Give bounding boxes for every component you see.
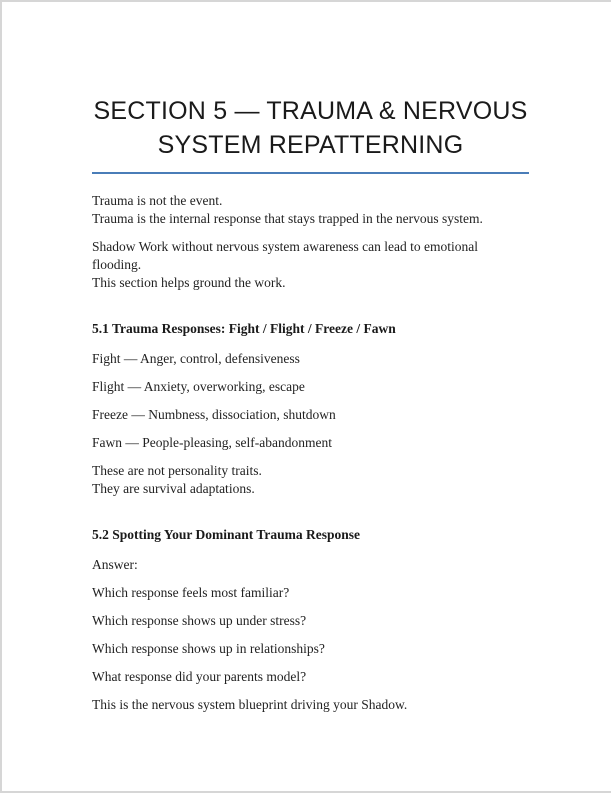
question-1 bbox=[92, 584, 529, 602]
question-1-text: Which response feels most familiar? bbox=[92, 585, 290, 600]
trauma-response-fawn bbox=[92, 434, 529, 452]
fawn-line: Fawn — People-pleasing, self-abandonment bbox=[92, 435, 332, 450]
answer-label-text: Answer: bbox=[92, 557, 138, 572]
question-3-text: Which response shows up in relationships? bbox=[92, 641, 325, 656]
section-5-1-heading: 5.1 Trauma Responses: Fight / Flight / Freeze / Fawn bbox=[92, 321, 396, 336]
fight-line: Fight — Anger, control, defensiveness bbox=[92, 351, 300, 366]
question-4-text: What response did your parents model? bbox=[92, 669, 307, 684]
intro-p2-line-1: Shadow Work without nervous system awareness can lead to emotional bbox=[92, 239, 478, 254]
closing-statement bbox=[92, 696, 529, 714]
question-2-text: Which response shows up under stress? bbox=[92, 613, 307, 628]
page-content bbox=[92, 2, 529, 714]
note-line-2: They are survival adaptations. bbox=[92, 481, 255, 496]
intro-p1-line-1: Trauma is not the event. bbox=[92, 193, 223, 208]
trauma-response-freeze bbox=[92, 406, 529, 424]
answer-label bbox=[92, 556, 529, 574]
intro-p2-line-3: This section helps ground the work. bbox=[92, 275, 286, 290]
intro-paragraph-2 bbox=[92, 238, 529, 292]
title-line-2: SYSTEM REPATTERNING bbox=[157, 131, 464, 159]
closing-statement-text: This is the nervous system blueprint driving your Shadow. bbox=[92, 697, 408, 712]
intro-paragraph-1 bbox=[92, 192, 529, 228]
question-3 bbox=[92, 640, 529, 658]
trauma-response-flight bbox=[92, 378, 529, 396]
note-line-1: These are not personality traits. bbox=[92, 463, 262, 478]
trauma-response-fight bbox=[92, 350, 529, 368]
flight-line: Flight — Anxiety, overworking, escape bbox=[92, 379, 305, 394]
question-2 bbox=[92, 612, 529, 630]
title-divider-line bbox=[92, 172, 529, 174]
question-4 bbox=[92, 668, 529, 686]
freeze-line: Freeze — Numbness, dissociation, shutdown bbox=[92, 407, 336, 422]
title-line-1: SECTION 5 — TRAUMA & NERVOUS bbox=[93, 97, 528, 125]
intro-p1-line-2: Trauma is the internal response that stays trapped in the nervous system. bbox=[92, 211, 483, 226]
document-title bbox=[92, 94, 529, 162]
intro-p2-line-2: flooding. bbox=[92, 257, 142, 272]
section-5-1-note bbox=[92, 462, 529, 498]
section-5-2-heading: 5.2 Spotting Your Dominant Trauma Response bbox=[92, 527, 361, 542]
